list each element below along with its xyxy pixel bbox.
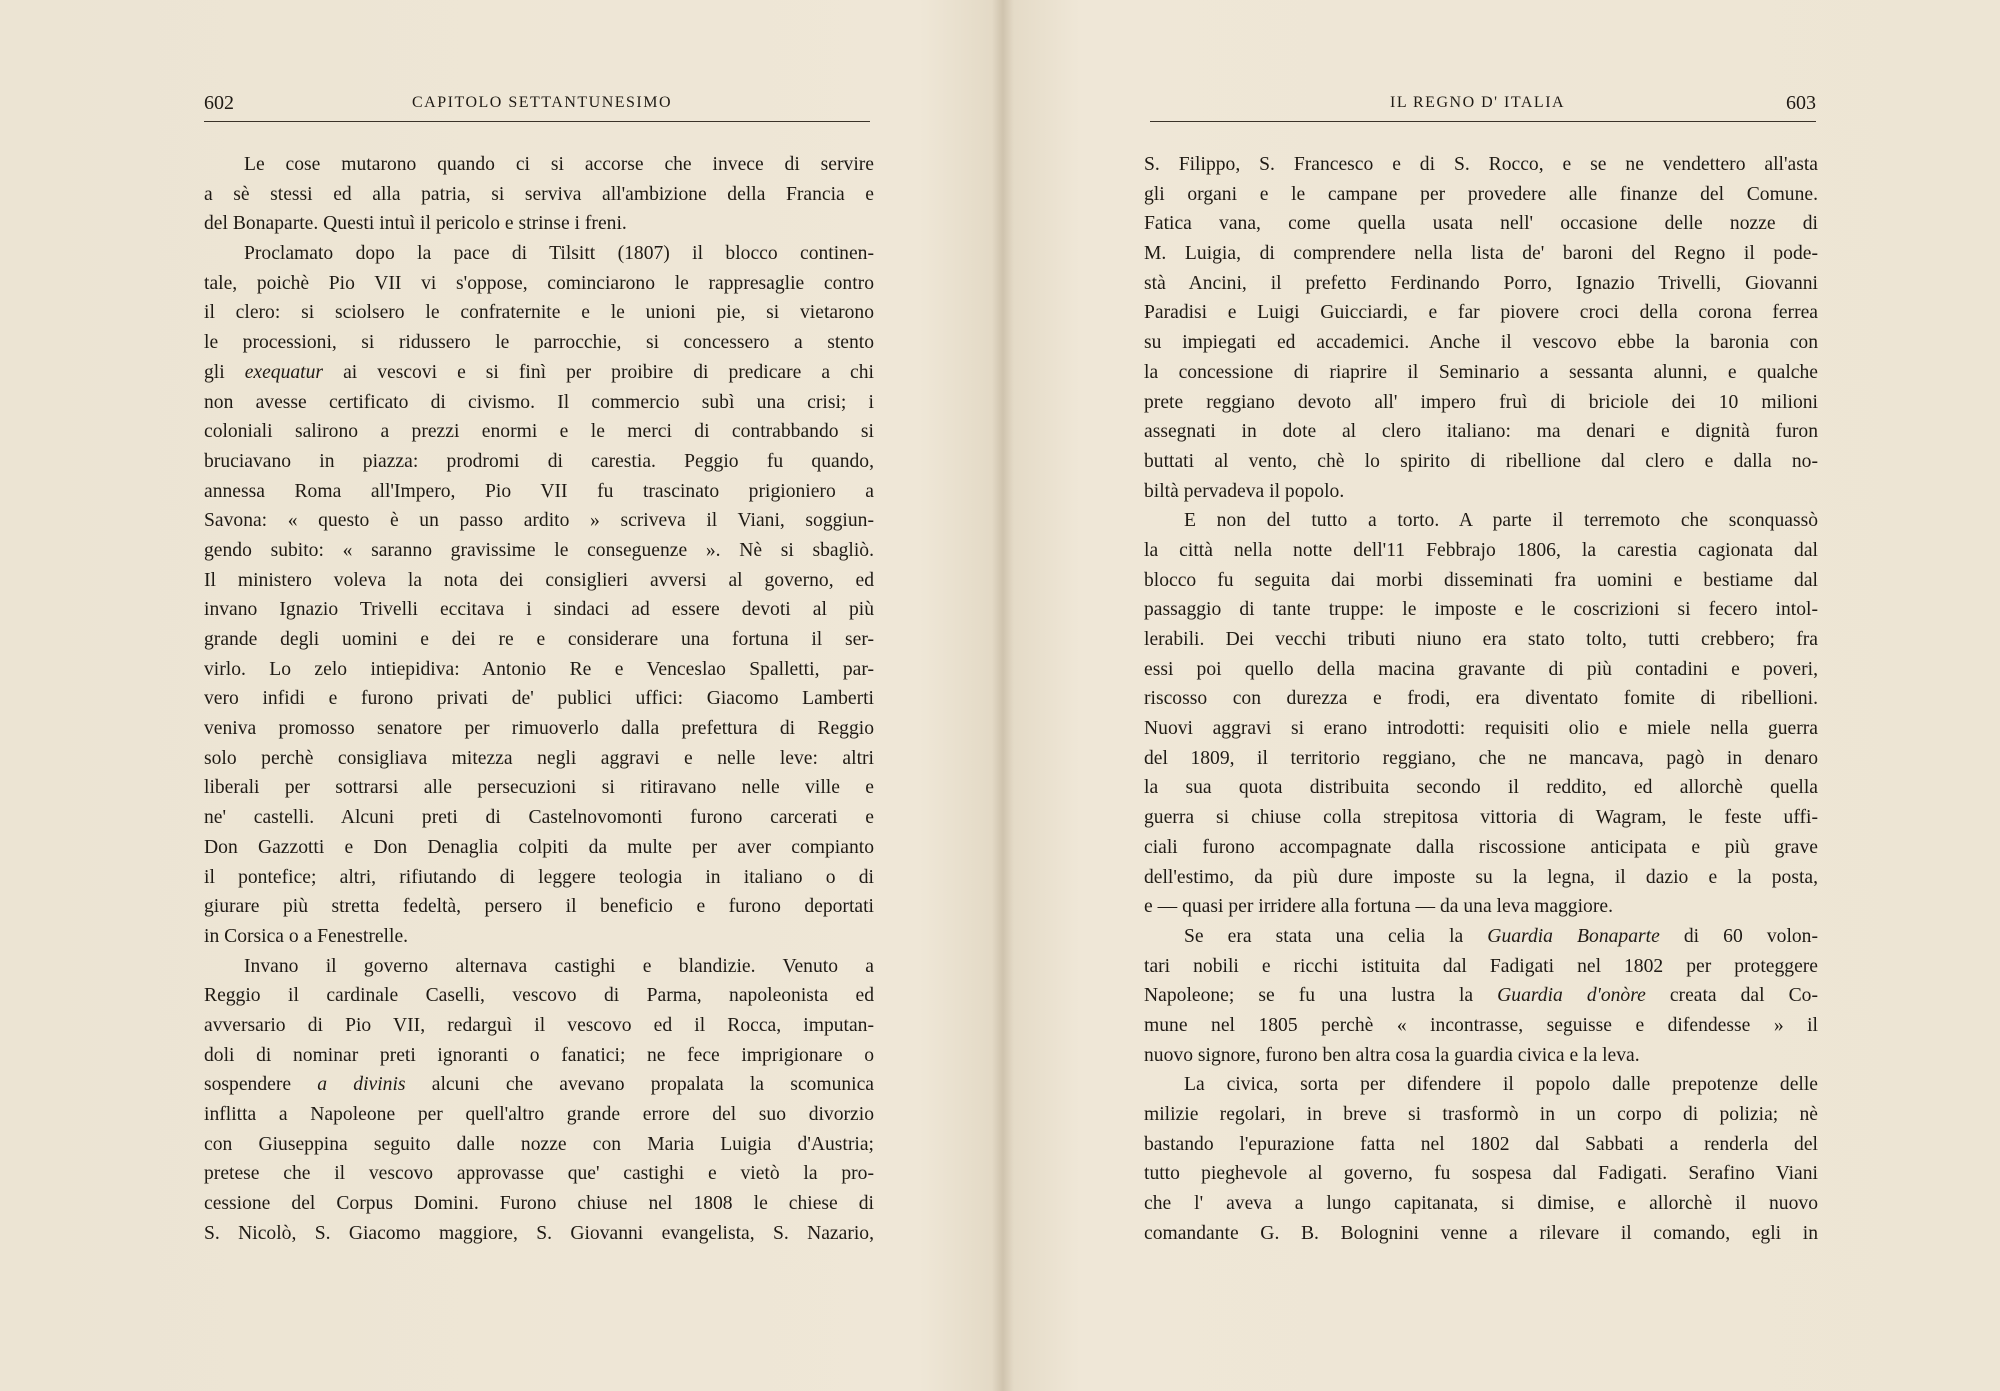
text-line: gli organi e le campane per provedere alle finanze del Comune. — [1144, 183, 1818, 205]
text-line: guerra si chiuse colla strepitosa vittoria di Wagram, le feste uffi- — [1144, 807, 1818, 829]
text-line: gendo subito: « saranno gravissime le conseguenze ». Nè si sbagliò. — [204, 539, 874, 561]
text-line: E non del tutto a torto. A parte il terremoto che sconquassò — [1184, 510, 1818, 532]
text-line: che l' aveva a lungo capitanata, si dimise, e allorchè il nuovo — [1144, 1193, 1818, 1215]
text-line: bastando l'epurazione fatta nel 1802 dal Sabbati a renderla del — [1144, 1133, 1818, 1155]
text-line: la sua quota distribuita secondo il reddito, ed allorchè quella — [1144, 777, 1818, 799]
text-line: M. Luigia, di comprendere nella lista de' baroni del Regno il pode- — [1144, 243, 1818, 265]
right-page-body — [1144, 150, 1818, 1248]
right-page — [1000, 0, 2000, 1391]
text-line: virlo. Lo zelo intiepidiva: Antonio Re e Venceslao Spalletti, par- — [204, 658, 874, 680]
text-line: tale, poichè Pio VII vi s'oppose, cominciarono le rappresaglie contro — [204, 272, 874, 294]
text-line: bruciavano in piazza: prodromi di carestia. Peggio fu quando, — [204, 450, 874, 472]
text-line: tutto pieghevole al governo, fu sospesa dal Fadigati. Serafino Viani — [1144, 1163, 1818, 1185]
header-rule — [204, 121, 870, 122]
text-line: riscosso con durezza e frodi, era diventato fomite di ribellioni. — [1144, 688, 1818, 710]
text-line: invano Ignazio Trivelli eccitava i sindaci ad essere devoti al più — [204, 599, 874, 621]
text-line: Savona: « questo è un passo ardito » scriveva il Viani, soggiun- — [204, 510, 874, 532]
text-line: la città nella notte dell'11 Febbrajo 1806, la carestia cagionata dal — [1144, 539, 1818, 561]
text-line: a sè stessi ed alla patria, si serviva all'ambizione della Francia e — [204, 183, 874, 205]
text-line: Reggio il cardinale Caselli, vescovo di Parma, napoleonista ed — [204, 985, 874, 1007]
text-line: comandante G. B. Bolognini venne a rilevare il comando, egli in — [1144, 1222, 1818, 1244]
text-line: giurare più stretta fedeltà, persero il beneficio e furono deportati — [204, 896, 874, 918]
text-line: gli exequatur ai vescovi e si finì per proibire di predicare a chi — [204, 361, 874, 383]
text-line: del 1809, il territorio reggiano, che ne mancava, pagò in denaro — [1144, 747, 1818, 769]
text-line: veniva promosso senatore per rimuoverlo dalla prefettura di Reggio — [204, 718, 874, 740]
text-line: Se era stata una celia la Guardia Bonaparte di 60 volon- — [1184, 925, 1818, 947]
text-line: ciali furono accompagnate dalla riscossione anticipata e più grave — [1144, 836, 1818, 858]
text-line: doli di nominar preti ignoranti o fanatici; ne fece imprigionare o — [204, 1044, 874, 1066]
text-line: coloniali salirono a prezzi enormi e le merci di contrabbando si — [204, 421, 874, 443]
text-line: Don Gazzotti e Don Denaglia colpiti da multe per aver compianto — [204, 836, 874, 858]
text-line: biltà pervadeva il popolo. — [1144, 480, 1345, 502]
left-page-body — [204, 150, 874, 1248]
text-line: solo perchè consigliava mitezza negli aggravi e nelle leve: altri — [204, 747, 874, 769]
header-rule — [1150, 121, 1816, 122]
text-line: nuovo signore, furono ben altra cosa la guardia civica e la leva. — [1144, 1044, 1640, 1066]
text-line: del Bonaparte. Questi intuì il pericolo e strinse i freni. — [204, 213, 627, 235]
text-line: assegnati in dote al clero italiano: ma denari e dignità furon — [1144, 421, 1818, 443]
text-line: su impiegati ed accademici. Anche il vescovo ebbe la baronia con — [1144, 332, 1818, 354]
text-line: non avesse certificato di civismo. Il commercio subì una crisi; i — [204, 391, 874, 413]
text-line: Fatica vana, come quella usata nell' occasione delle nozze di — [1144, 213, 1818, 235]
running-title: CAPITOLO SETTANTUNESIMO — [412, 94, 673, 111]
text-line: grande degli uomini e dei re e considerare una fortuna il ser- — [204, 629, 874, 650]
page-number: 602 — [204, 92, 234, 114]
text-line: liberali per sottrarsi alle persecuzioni si ritiravano nelle ville e — [204, 777, 874, 799]
right-page-header — [1150, 92, 1816, 120]
text-line: Invano il governo alternava castighi e blandizie. Venuto a — [244, 955, 874, 977]
text-line: passaggio di tante truppe: le imposte e le coscrizioni si fecero intol- — [1144, 599, 1818, 621]
text-line: tari nobili e ricchi istituita dal Fadigati nel 1802 per proteggere — [1144, 955, 1818, 977]
text-line: annessa Roma all'Impero, Pio VII fu trascinato prigioniero a — [204, 480, 874, 502]
text-line: La civica, sorta per difendere il popolo dalle prepotenze delle — [1184, 1074, 1818, 1096]
text-line: dell'estimo, da più dure imposte su la legna, il dazio e la posta, — [1144, 866, 1818, 888]
text-line: blocco fu seguita dai morbi disseminati fra uomini e bestiame dal — [1144, 569, 1818, 591]
text-line: Il ministero voleva la nota dei consiglieri avversi al governo, ed — [204, 569, 874, 591]
page-number: 603 — [1786, 92, 1816, 114]
text-line: essi poi quello della macina gravante di più contadini e poveri, — [1144, 658, 1818, 680]
running-title: IL REGNO D' ITALIA — [1390, 94, 1566, 111]
text-line: il clero: si sciolsero le confraternite e le unioni pie, si vietarono — [204, 302, 874, 324]
text-line: buttati al vento, chè lo spirito di ribellione dal clero e dalla no- — [1144, 450, 1818, 472]
text-line: Paradisi e Luigi Guicciardi, e far piovere croci della corona ferrea — [1144, 302, 1818, 324]
text-line: sospendere a divinis alcuni che avevano propalata la scomunica — [204, 1074, 874, 1096]
text-line: S. Filippo, S. Francesco e di S. Rocco, e se ne vendettero all'asta — [1144, 154, 1818, 175]
text-line: ne' castelli. Alcuni preti di Castelnovomonti furono carcerati e — [204, 807, 874, 829]
text-line: S. Nicolò, S. Giacomo maggiore, S. Giovanni evangelista, S. Nazario, — [204, 1222, 874, 1244]
text-line: Nuovi aggravi si erano introdotti: requisiti olio e miele nella guerra — [1144, 718, 1818, 740]
text-line: prete reggiano devoto all' impero fruì di briciole dei 10 milioni — [1144, 391, 1818, 413]
text-line: milizie regolari, in breve si trasformò in un corpo di polizia; nè — [1144, 1104, 1818, 1125]
text-line: le processioni, si ridussero le parrocchie, si concessero a stento — [204, 332, 874, 354]
text-line: Proclamato dopo la pace di Tilsitt (1807) il blocco continen- — [244, 243, 874, 265]
text-line: vero infidi e furono privati de' publici uffici: Giacomo Lamberti — [204, 688, 874, 710]
left-page-header — [204, 92, 870, 120]
text-line: in Corsica o a Fenestrelle. — [204, 925, 409, 947]
text-line: e — quasi per irridere alla fortuna — da una leva maggiore. — [1144, 896, 1613, 918]
text-line: la concessione di riaprire il Seminario a sessanta alunni, e qualche — [1144, 361, 1818, 383]
text-line: pretese che il vescovo approvasse que' castighi e vietò la pro- — [204, 1163, 874, 1185]
text-line: cessione del Corpus Domini. Furono chiuse nel 1808 le chiese di — [204, 1193, 874, 1215]
text-line: mune nel 1805 perchè « incontrasse, seguisse e difendesse » il — [1144, 1014, 1818, 1036]
text-line: Le cose mutarono quando ci si accorse che invece di servire — [244, 154, 874, 175]
text-line: avversario di Pio VII, redarguì il vescovo ed il Rocca, imputan- — [204, 1014, 874, 1036]
text-line: Napoleone; se fu una lustra la Guardia d'onòre creata dal Co- — [1144, 985, 1818, 1007]
text-line: stà Ancini, il prefetto Ferdinando Porro, Ignazio Trivelli, Giovanni — [1144, 272, 1818, 294]
text-line: lerabili. Dei vecchi tributi niuno era stato tolto, tutti crebbero; fra — [1144, 629, 1818, 650]
text-line: inflitta a Napoleone per quell'altro grande errore del suo divorzio — [204, 1104, 874, 1125]
text-line: con Giuseppina seguito dalle nozze con Maria Luigia d'Austria; — [204, 1133, 874, 1155]
text-line: il pontefice; altri, rifiutando di leggere teologia in italiano o di — [204, 866, 874, 888]
